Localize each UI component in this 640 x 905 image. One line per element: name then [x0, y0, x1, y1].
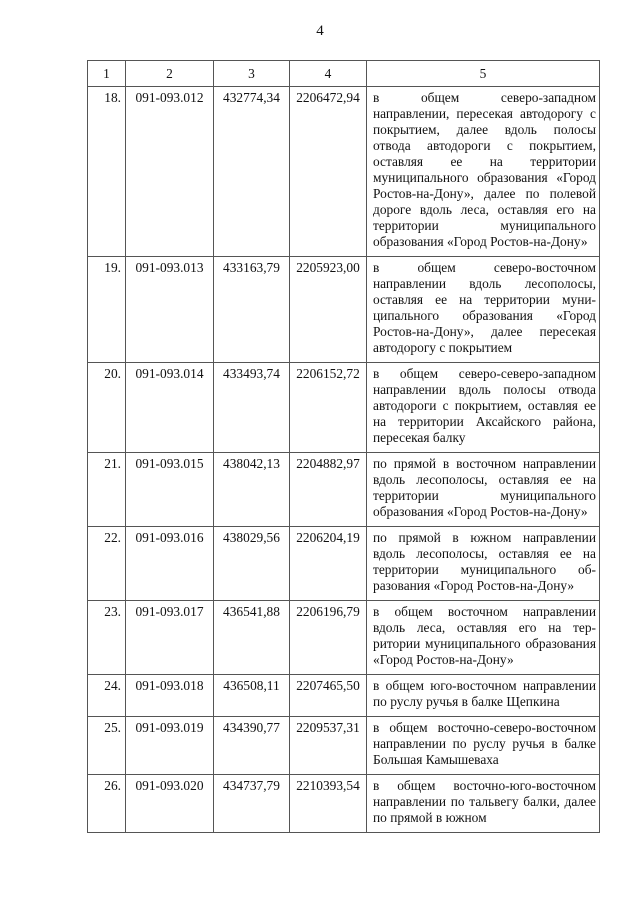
coordinate-y: 2209537,31 — [290, 717, 367, 775]
row-number: 23. — [88, 601, 126, 675]
column-header-5: 5 — [367, 61, 600, 87]
coordinate-y: 2206472,94 — [290, 87, 367, 257]
coordinate-y: 2206152,72 — [290, 363, 367, 453]
coordinate-y: 2207465,50 — [290, 675, 367, 717]
coordinate-x: 433163,79 — [214, 257, 290, 363]
coordinate-x: 436508,11 — [214, 675, 290, 717]
boundary-description: в общем восточном направлении вдоль леса, оставляя его на территории муниципального образования «Город Ростов-на-Дону» — [367, 601, 600, 675]
row-number: 26. — [88, 775, 126, 833]
column-header-3: 3 — [214, 61, 290, 87]
boundary-points-table — [87, 60, 600, 833]
table-row — [88, 775, 600, 833]
point-code: 091-093.018 — [126, 675, 214, 717]
coordinate-x: 432774,34 — [214, 87, 290, 257]
point-code: 091-093.012 — [126, 87, 214, 257]
page-number: 4 — [316, 23, 324, 39]
coordinate-x: 434390,77 — [214, 717, 290, 775]
boundary-description: в общем северо-северо-западном направлении вдоль полосы отвода автодороги с покрытием, оставляя ее на территории Аксайского района, пересекая балку — [367, 363, 600, 453]
column-header-4: 4 — [290, 61, 367, 87]
point-code: 091-093.019 — [126, 717, 214, 775]
row-number: 22. — [88, 527, 126, 601]
row-number: 24. — [88, 675, 126, 717]
table-row — [88, 675, 600, 717]
table-row — [88, 717, 600, 775]
row-number: 20. — [88, 363, 126, 453]
row-number: 25. — [88, 717, 126, 775]
point-code: 091-093.020 — [126, 775, 214, 833]
boundary-description: по прямой в южном направлении вдоль лесополосы, оставляя ее на территории муниципального образования «Город Ростов-на-Дону» — [367, 527, 600, 601]
coordinate-y: 2206196,79 — [290, 601, 367, 675]
boundary-description: по прямой в восточном направлении вдоль лесополосы, оставляя ее на территории муниципального образования «Город Ростов-на-Дону» — [367, 453, 600, 527]
coordinate-y: 2205923,00 — [290, 257, 367, 363]
table-row — [88, 527, 600, 601]
coordinate-x: 438029,56 — [214, 527, 290, 601]
coordinate-y: 2210393,54 — [290, 775, 367, 833]
row-number: 18. — [88, 87, 126, 257]
coordinate-x: 434737,79 — [214, 775, 290, 833]
coordinate-y: 2204882,97 — [290, 453, 367, 527]
column-header-1: 1 — [88, 61, 126, 87]
coordinate-x: 438042,13 — [214, 453, 290, 527]
table-row — [88, 601, 600, 675]
coordinate-y: 2206204,19 — [290, 527, 367, 601]
column-header-2: 2 — [126, 61, 214, 87]
boundary-description: в общем северо-западном направлении, пересекая автодорогу с покрытием, далее вдоль полосы отвода автодороги с покрытием, оставляя ее на территории муниципального образования «Город Ростов-на-Дону», далее по полевой дороге вдоль леса, оставляя его на территории муниципального образования «Город Ростов-на-Дону» — [367, 87, 600, 257]
coordinate-x: 433493,74 — [214, 363, 290, 453]
boundary-description: в общем юго-восточном направлении по руслу ручья в балке Щепкина — [367, 675, 600, 717]
table-row — [88, 257, 600, 363]
boundary-description: в общем восточно-северо-восточном направлении по руслу ручья в балке Большая Камышеваха — [367, 717, 600, 775]
table-row — [88, 453, 600, 527]
row-number: 21. — [88, 453, 126, 527]
point-code: 091-093.017 — [126, 601, 214, 675]
point-code: 091-093.014 — [126, 363, 214, 453]
table-header-row — [88, 61, 600, 87]
point-code: 091-093.013 — [126, 257, 214, 363]
point-code: 091-093.016 — [126, 527, 214, 601]
boundary-description: в общем северо-восточном направлении вдоль лесополосы, оставляя ее на территории муниципального образования «Город Ростов-на-Дону», далее пересекая автодорогу с покрытием — [367, 257, 600, 363]
coordinate-x: 436541,88 — [214, 601, 290, 675]
boundary-description: в общем восточно-юго-восточном направлении по тальвегу балки, далее по прямой в южном — [367, 775, 600, 833]
table-row — [88, 87, 600, 257]
table-row — [88, 363, 600, 453]
table-body — [88, 61, 600, 833]
row-number: 19. — [88, 257, 126, 363]
point-code: 091-093.015 — [126, 453, 214, 527]
